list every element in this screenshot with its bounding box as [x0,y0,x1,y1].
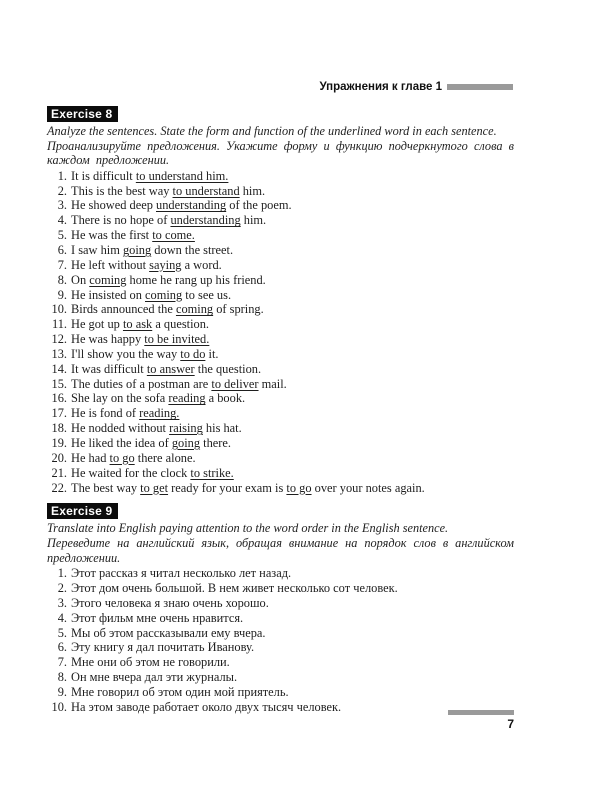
text-after: the question. [194,361,262,376]
list-item [47,273,514,288]
item-number: 15. [51,376,67,391]
item-number: 9. [57,684,67,699]
item-text: Мне они об этом не говорили. [71,655,230,670]
list-item [47,377,514,392]
exercise-9-sentence-list [47,566,514,714]
underlined-word: to understand him. [135,168,229,183]
item-number: 8. [57,272,67,287]
list-item [47,391,514,406]
item-text [71,332,209,347]
list-item [47,421,514,436]
list-item [47,198,514,213]
item-text [71,243,233,258]
item-number: 1. [57,566,67,581]
text-before: He had [71,450,110,465]
running-head [319,81,513,93]
item-text [71,273,266,288]
text-after: him. [239,183,266,198]
text-after: him. [240,213,267,228]
item-text [71,347,219,362]
list-item [47,317,514,332]
item-number: 14. [51,361,67,376]
text-before: He got up [71,317,123,332]
item-text: На этом заводе работает около двух тысяч человек. [71,699,342,714]
list-item [47,566,514,581]
underlined-word: to go [286,480,312,495]
item-text [71,391,245,406]
exercise-9-instructions [47,521,514,565]
underlined-word: understanding [156,198,227,213]
item-number: 21. [51,465,67,480]
list-item [47,332,514,347]
item-number: 10. [51,302,67,317]
list-item [47,451,514,466]
underlined-word: to strike. [190,465,234,480]
item-text [71,436,231,451]
item-number: 6. [57,640,67,655]
exercise-9 [47,500,514,714]
text-after: ready for your exam is [168,480,287,495]
underlined-word: reading [168,391,206,406]
item-number: 5. [57,228,67,243]
item-number: 7. [57,257,67,272]
underlined-word: to come. [152,228,195,243]
item-number: 9. [57,287,67,302]
list-item [47,302,514,317]
item-number: 7. [57,655,67,670]
item-text [71,317,209,332]
list-item [47,436,514,451]
list-item [47,655,514,670]
item-text: Этого человека я знаю очень хорошо. [71,595,269,610]
text-after: to see us. [182,287,232,302]
exercise-8-sentence-list [47,169,514,496]
item-text: Мне говорил об этом один мой приятель. [71,684,289,699]
item-number: 2. [57,183,67,198]
item-text [71,184,265,199]
underlined-word: understanding [170,213,241,228]
item-number: 4. [57,610,67,625]
text-after: of the poem. [226,198,292,213]
text-after: it. [205,346,219,361]
underlined-word: reading. [139,406,180,421]
item-text [71,198,292,213]
list-item [47,466,514,481]
text-after: a word. [181,257,222,272]
text-before: He insisted on [71,287,145,302]
item-text [71,451,196,466]
footer-decorative-bar [448,710,514,715]
instruction-russian: Проанализируйте предложения. Укажите форму и функцию подчеркнутого слова в каждом предложении. [47,138,514,168]
underlined-word: to understand [172,183,240,198]
item-text [71,377,287,392]
list-item [47,243,514,258]
item-number: 8. [57,670,67,685]
underlined-word: saying [149,257,182,272]
underlined-word: going [122,243,152,257]
item-text [71,213,266,228]
list-item [47,288,514,303]
item-text [71,258,222,273]
text-before: The duties of a postman are [71,376,212,391]
list-item [47,685,514,700]
text-before: I'll show you the way [71,346,181,361]
underlined-word: coming [145,287,183,302]
text-after: there. [200,435,232,450]
text-before: He waited for the clock [71,465,191,480]
exercise-9-label: Exercise 9 [47,503,118,519]
item-number: 1. [57,168,67,183]
page-content [47,103,514,715]
text-after: of spring. [213,302,264,317]
item-text [71,406,179,421]
item-number: 3. [57,198,67,213]
underlined-word: coming [175,302,214,317]
text-before: She lay on the sofa [71,391,169,406]
list-item [47,406,514,421]
underlined-word: to ask [122,317,153,332]
chapter-running-title: Упражнения к главе 1 [319,81,442,93]
item-text [71,228,195,243]
exercise-8-label: Exercise 8 [47,106,118,122]
underlined-word: to answer [146,361,195,376]
text-before: He left without [71,257,150,272]
text-before: It is difficult [71,168,136,183]
page-number: 7 [507,717,514,731]
text-after: a book. [205,391,246,406]
text-after: mail. [258,376,287,391]
item-number: 4. [57,213,67,228]
text-before: He nodded without [71,421,170,436]
text-after: home he rang up his friend. [126,272,266,287]
list-item [47,184,514,199]
text-before: I saw him [71,243,123,257]
item-text [71,466,234,481]
text-before: This is the best way [71,183,173,198]
item-number: 10. [51,699,67,714]
underlined-word: to go [109,450,135,465]
instruction-english: Analyze the sentences. State the form and function of the underlined word in each sentence. [47,124,497,138]
item-number: 22. [51,480,67,495]
item-text [71,288,231,303]
underlined-word: to deliver [211,376,259,391]
item-number: 20. [51,450,67,465]
item-number: 12. [51,332,67,347]
list-item [47,626,514,641]
text-before: There is no hope of [71,213,171,228]
item-text: Этот рассказ я читал несколько лет назад. [71,566,292,581]
text-after: there alone. [134,450,196,465]
item-number: 16. [51,391,67,406]
item-text: Этот фильм мне очень нравится. [71,610,244,625]
text-before: The best way [71,480,141,495]
text-after: over your notes again. [311,480,425,495]
list-item [47,640,514,655]
underlined-word: coming [89,272,127,287]
item-number: 5. [57,625,67,640]
item-number: 18. [51,421,67,436]
item-text [71,362,261,377]
underlined-word: to do [180,346,206,361]
text-after: down the street. [151,243,234,257]
list-item [47,228,514,243]
text-before: He showed deep [71,198,156,213]
item-text [71,302,264,317]
text-before: He was the first [71,228,153,243]
item-number: 13. [51,346,67,361]
item-number: 6. [57,243,67,257]
underlined-word: to be invited. [144,332,210,347]
list-item [47,670,514,685]
instruction-english: Translate into English paying attention to the word order in the English sentence. [47,521,449,536]
list-item [47,611,514,626]
item-text: Эту книгу я дал почитать Иванову. [71,640,255,655]
list-item [47,258,514,273]
list-item [47,169,514,184]
item-number: 2. [57,580,67,595]
list-item [47,700,514,715]
text-before: It was difficult [71,361,147,376]
list-item [47,596,514,611]
text-after: a question. [152,317,210,332]
item-number: 11. [51,317,67,332]
underlined-word: to get [140,480,169,495]
item-text [71,421,242,436]
instruction-russian: Переведите на английский язык, обращая внимание на порядок слов в английском предложении. [47,535,514,565]
item-text: Мы об этом рассказывали ему вчера. [71,625,266,640]
item-number: 19. [51,435,67,450]
header-decorative-bar [447,84,513,90]
item-text: Этот дом очень большой. В нем живет несколько сот человек. [71,580,398,595]
exercise-8-instructions [47,124,514,168]
item-text [71,481,425,496]
item-number: 3. [57,595,67,610]
text-after: his hat. [202,421,242,436]
text-before: On [71,272,90,287]
list-item [47,213,514,228]
item-text: Он мне вчера дал эти журналы. [71,670,238,685]
text-before: He was happy [71,332,145,347]
underlined-word: going [171,435,201,450]
exercise-8 [47,103,514,495]
list-item [47,481,514,496]
underlined-word: raising [169,421,203,436]
item-text [71,169,228,184]
item-number: 17. [51,406,67,421]
text-before: Birds announced the [71,302,176,317]
list-item [47,581,514,596]
list-item [47,362,514,377]
list-item [47,347,514,362]
text-before: He is fond of [71,406,140,421]
text-before: He liked the idea of [71,435,172,450]
